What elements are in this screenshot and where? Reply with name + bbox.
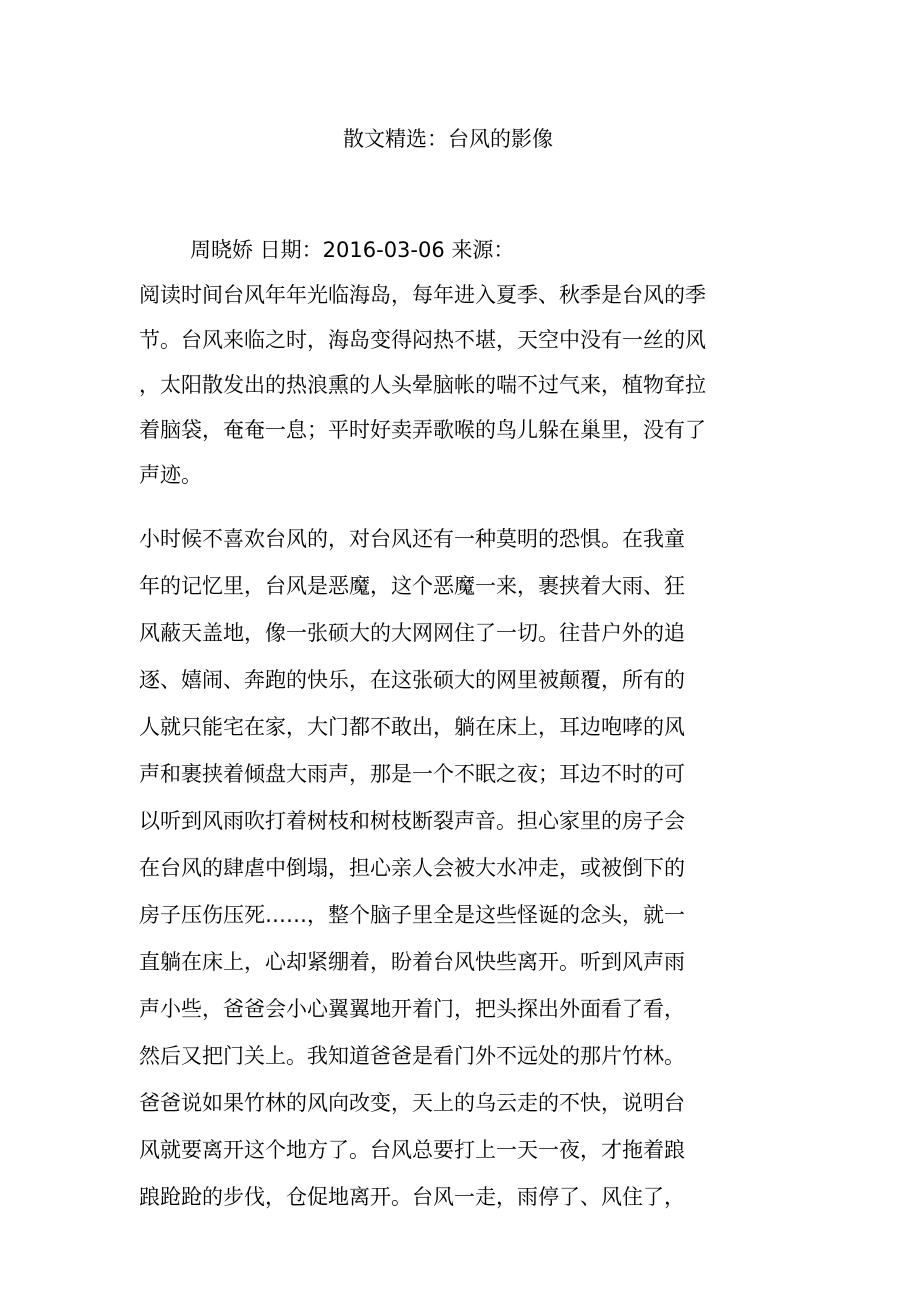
text-line: 声和裹挟着倾盘大雨声，那是一个不眠之夜；耳边不时的可 — [139, 762, 685, 786]
text-line: 风蔽天盖地，像一张硕大的大网网住了一切。往昔户外的追 — [139, 621, 685, 645]
text-line: 逐、嬉闹、奔跑的快乐，在这张硕大的网里被颠覆，所有的 — [139, 668, 685, 692]
text-line: 声迹。 — [139, 463, 202, 487]
text-line: 年的记忆里，台风是恶魔，这个恶魔一来，裹挟着大雨、狂 — [139, 574, 685, 598]
text-line: 房子压伤压死……，整个脑子里全是这些怪诞的念头，就一 — [139, 903, 685, 927]
text-line: 爸爸说如果竹林的风向改变，天上的乌云走的不快，说明台 — [139, 1091, 685, 1115]
text-line: 阅读时间台风年年光临海岛，每年进入夏季、秋季是台风的季 — [139, 283, 706, 307]
text-line: 节。台风来临之时，海岛变得闷热不堪，天空中没有一丝的风 — [139, 328, 706, 352]
text-line: 人就只能宅在家，大门都不敢出，躺在床上，耳边咆哮的风 — [139, 715, 685, 739]
text-line: 然后又把门关上。我知道爸爸是看门外不远处的那片竹林。 — [139, 1044, 685, 1068]
text-line: ，太阳散发出的热浪熏的人头晕脑帐的喘不过气来，植物耷拉 — [139, 373, 706, 397]
text-line: 着脑袋，奄奄一息；平时好卖弄歌喉的鸟儿躲在巢里，没有了 — [139, 418, 706, 442]
text-line: 风就要离开这个地方了。台风总要打上一天一夜，才拖着踉 — [139, 1138, 685, 1162]
text-line: 在台风的肆虐中倒塌，担心亲人会被大水冲走，或被倒下的 — [139, 856, 685, 880]
text-line: 以听到风雨吹打着树枝和树枝断裂声音。担心家里的房子会 — [139, 809, 685, 833]
paragraph-1 — [139, 273, 706, 498]
text-line: 踉跄跄的步伐，仓促地离开。台风一走，雨停了、风住了， — [139, 1185, 685, 1209]
paragraph-2 — [139, 516, 685, 1221]
article-title: 散文精选：台风的影像 — [343, 127, 553, 151]
text-line: 直躺在床上，心却紧绷着，盼着台风快些离开。听到风声雨 — [139, 950, 685, 974]
text-line: 声小些，爸爸会小心翼翼地开着门，把头探出外面看了看， — [139, 997, 685, 1021]
text-line: 小时候不喜欢台风的，对台风还有一种莫明的恐惧。在我童 — [139, 527, 685, 551]
article-byline: 周晓娇 日期：2016-03-06 来源： — [190, 238, 515, 262]
